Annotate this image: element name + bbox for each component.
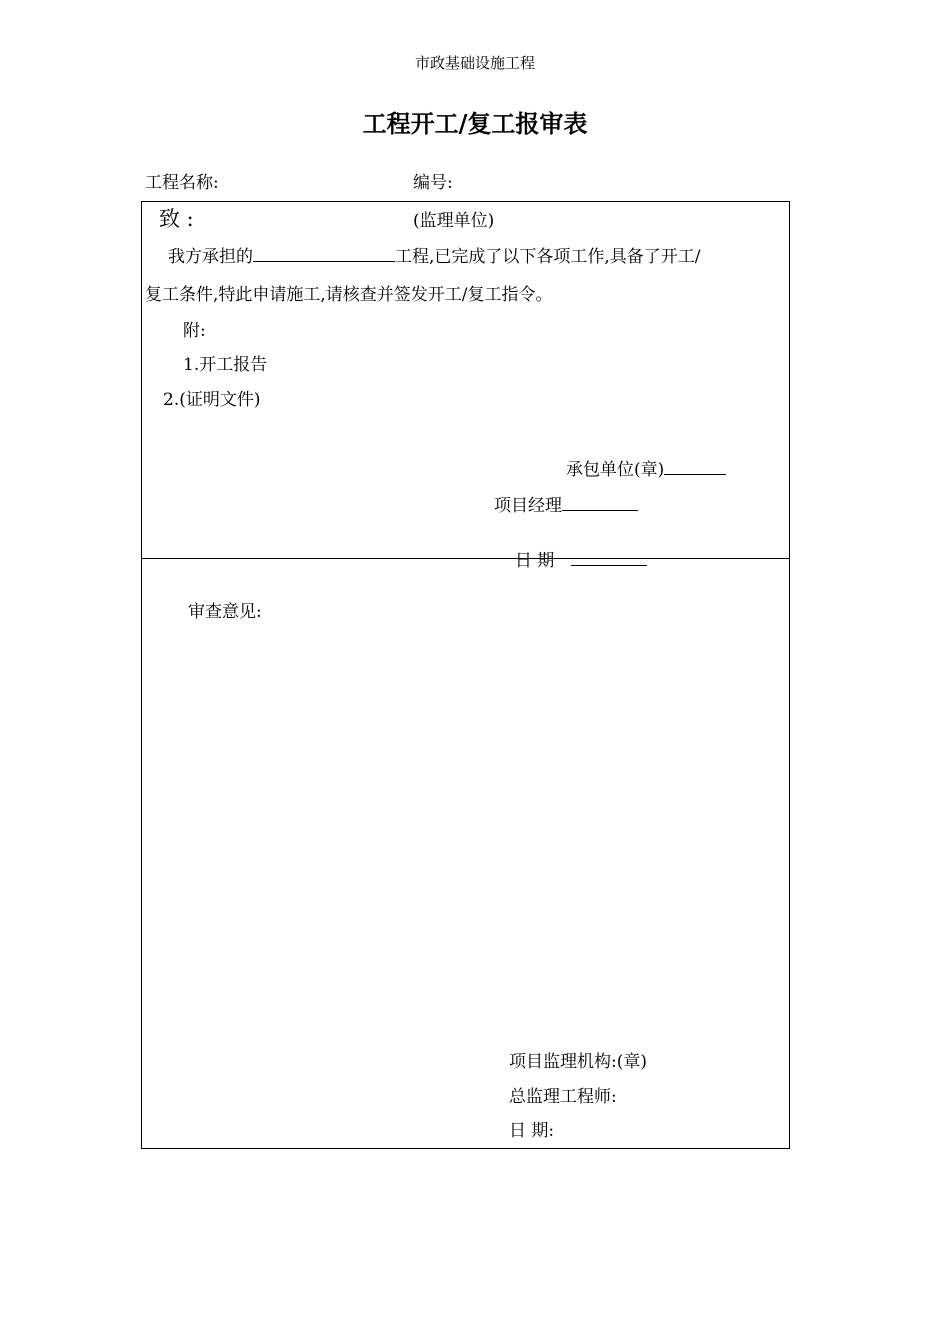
page-header: 市政基础设施工程 [414,54,535,72]
application-date-blank[interactable] [571,548,647,566]
to-label: 致 : [159,207,194,231]
attachment-item-2: 2.(证明文件) [163,390,261,410]
contractor-signature-line [566,455,726,480]
project-blank[interactable] [253,244,395,262]
body-suffix: 工程,已完成了以下各项工作,具备了开工/ [395,247,701,267]
application-date-label: 日 期 [514,551,555,571]
supervisor-unit-label: (监理单位) [413,211,495,231]
form-table [141,201,790,1149]
number-label: 编号: [413,173,453,193]
review-opinion-label: 审查意见: [188,602,262,622]
review-date-label: 日 期: [509,1121,555,1141]
attachment-item-1: 1.开工报告 [183,355,268,375]
application-body-line-2: 复工条件,特此申请施工,请核查并签发开工/复工指令。 [145,285,553,305]
supervision-org-label: 项目监理机构:(章) [509,1052,647,1072]
project-manager-label: 项目经理 [494,496,562,516]
application-date-line [504,526,647,571]
application-body-line-1 [168,242,701,267]
project-name-label: 工程名称: [145,173,219,193]
section-divider [141,558,790,559]
page-title: 工程开工/复工报审表 [362,109,588,138]
chief-engineer-label: 总监理工程师: [509,1087,617,1107]
contractor-label: 承包单位(章) [566,460,665,480]
project-manager-signature-line [494,491,638,516]
attachments-label: 附: [183,321,206,341]
contractor-blank[interactable] [664,457,726,475]
body-prefix: 我方承担的 [168,247,253,267]
project-manager-blank[interactable] [562,493,638,511]
